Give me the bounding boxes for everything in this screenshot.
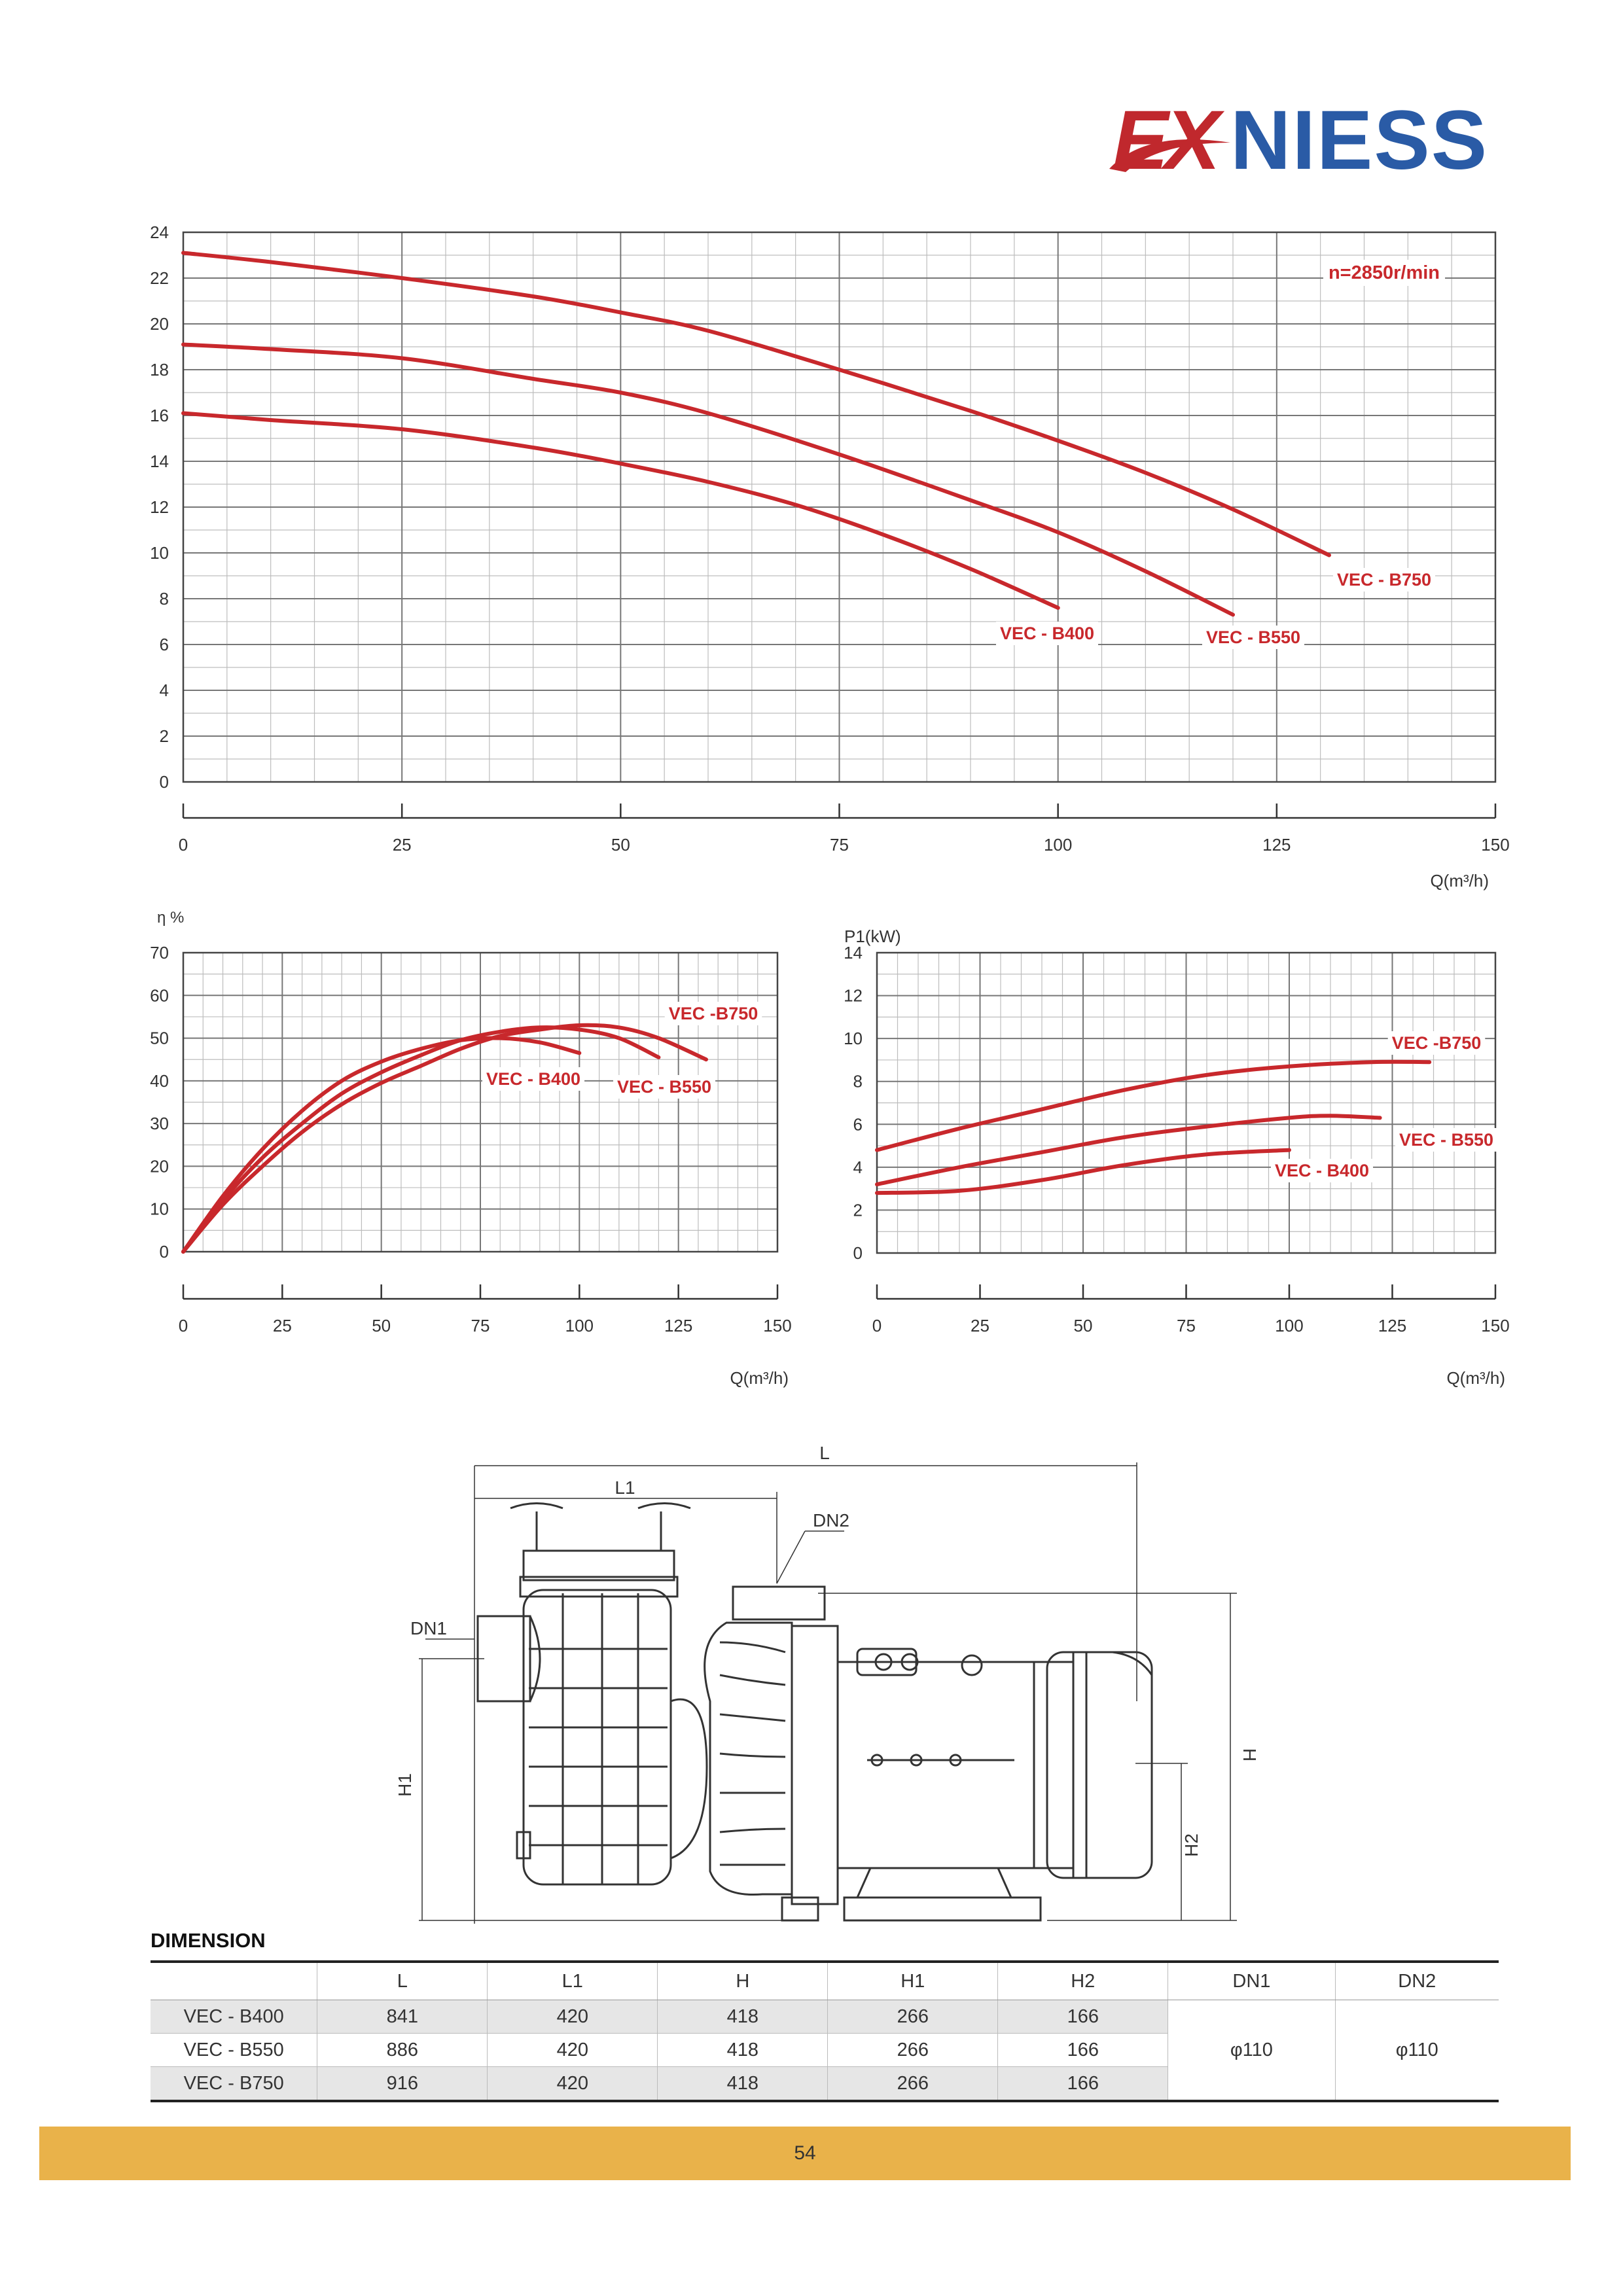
power-chart <box>812 903 1623 1400</box>
x-tick-label: 25 <box>971 1316 990 1335</box>
x-tick-label: 150 <box>763 1316 792 1335</box>
y-tick-label: 24 <box>150 222 169 242</box>
table-cell: 166 <box>998 2000 1168 2034</box>
head-chart-grid <box>183 232 1495 782</box>
speed-annotation: n=2850r/min <box>1328 262 1440 283</box>
table-row <box>151 2000 1499 2034</box>
table-cell: 420 <box>488 2000 658 2034</box>
y-tick-label: 22 <box>150 268 169 288</box>
y-tick-label: 20 <box>150 1156 169 1176</box>
table-cell: 420 <box>488 2034 658 2067</box>
x-tick-label: 125 <box>1262 835 1291 855</box>
head-label-b400: VEC - B400 <box>999 624 1095 643</box>
table-header <box>151 1962 317 2000</box>
table-cell: 420 <box>488 2067 658 2102</box>
table-header: H2 <box>998 1962 1168 2000</box>
efficiency-chart <box>0 903 812 1400</box>
efficiency-chart-grid <box>183 953 777 1252</box>
x-tick-label: 25 <box>272 1316 292 1335</box>
dim-label-L1: L1 <box>615 1477 635 1498</box>
y-tick-label: 6 <box>853 1114 863 1135</box>
eff-label-b550: VEC - B550 <box>616 1077 712 1097</box>
x-tick-label: 50 <box>372 1316 391 1335</box>
head-chart-axes <box>150 222 1510 855</box>
dim-label-DN1: DN1 <box>410 1618 448 1638</box>
eff-label-b400: VEC - B400 <box>486 1069 581 1089</box>
x-tick-label: 125 <box>664 1316 693 1335</box>
table-cell: 916 <box>317 2067 488 2102</box>
x-tick-label: 50 <box>611 835 630 855</box>
y-tick-label: 2 <box>159 726 169 746</box>
x-tick-label: 25 <box>392 835 412 855</box>
logo-niess: NIESS <box>1230 94 1489 187</box>
y-tick-label: 50 <box>150 1028 169 1048</box>
y-tick-label: 12 <box>844 985 863 1006</box>
x-tick-label: 75 <box>471 1316 490 1335</box>
power-chart-grid <box>877 953 1495 1253</box>
curve-vec-b750 <box>183 253 1329 556</box>
table-cell: 418 <box>658 2000 828 2034</box>
dimension-table <box>151 1960 1499 2102</box>
page-number: 54 <box>794 2142 816 2164</box>
table-header: DN2 <box>1335 1962 1499 2000</box>
y-tick-label: 10 <box>844 1029 863 1049</box>
head-chart-curves <box>183 253 1329 615</box>
table-cell-model: VEC - B750 <box>151 2067 317 2102</box>
y-tick-label: 10 <box>150 543 169 563</box>
x-tick-label: 50 <box>1073 1316 1093 1335</box>
y-tick-label: 60 <box>150 985 169 1006</box>
y-tick-label: 14 <box>150 451 169 471</box>
table-cell: 841 <box>317 2000 488 2034</box>
head-label-b750: VEC - B750 <box>1336 570 1432 590</box>
x-tick-label: 125 <box>1378 1316 1407 1335</box>
efficiency-ylabel: η % <box>157 909 185 927</box>
y-tick-label: 18 <box>150 360 169 380</box>
head-chart <box>0 0 1623 916</box>
y-tick-label: 4 <box>853 1157 863 1177</box>
table-cell: 418 <box>658 2067 828 2102</box>
y-tick-label: 40 <box>150 1070 169 1091</box>
x-tick-label: 150 <box>1481 1316 1510 1335</box>
table-header: L <box>317 1962 488 2000</box>
dim-label-H: H <box>1240 1748 1260 1762</box>
y-tick-label: 6 <box>159 635 169 654</box>
efficiency-xlabel: Q(m³/h) <box>730 1368 789 1388</box>
table-cell: 418 <box>658 2034 828 2067</box>
y-tick-label: 14 <box>844 943 863 963</box>
table-cell: 166 <box>998 2067 1168 2102</box>
table-cell: 266 <box>828 2000 998 2034</box>
y-tick-label: 12 <box>150 497 169 517</box>
x-tick-label: 150 <box>1481 835 1510 855</box>
table-cell: 886 <box>317 2034 488 2067</box>
dimension-title: DIMENSION <box>151 1929 266 1952</box>
dim-label-DN2: DN2 <box>812 1510 850 1530</box>
head-xlabel: Q(m³/h) <box>1430 871 1489 891</box>
y-tick-label: 20 <box>150 314 169 334</box>
curve-vec-b750 <box>877 1062 1429 1150</box>
dim-label-L: L <box>819 1443 830 1463</box>
power-label-b750: VEC -B750 <box>1391 1033 1482 1053</box>
power-label-b550: VEC - B550 <box>1399 1130 1494 1150</box>
table-cell-dn1: φ110 <box>1168 2000 1335 2102</box>
page-footer <box>39 2127 1571 2180</box>
table-cell: 266 <box>828 2034 998 2067</box>
x-tick-label: 100 <box>565 1316 594 1335</box>
table-header-row <box>151 1962 1499 2000</box>
dim-label-H2: H2 <box>1181 1833 1202 1857</box>
table-header: DN1 <box>1168 1962 1335 2000</box>
table-header: L1 <box>488 1962 658 2000</box>
y-tick-label: 0 <box>159 1242 169 1262</box>
y-tick-label: 10 <box>150 1199 169 1219</box>
eff-label-b750: VEC -B750 <box>668 1004 758 1023</box>
x-tick-label: 100 <box>1275 1316 1304 1335</box>
pump-drawing <box>0 1426 1623 1924</box>
x-tick-label: 75 <box>1177 1316 1196 1335</box>
y-tick-label: 0 <box>159 772 169 792</box>
table-header: H1 <box>828 1962 998 2000</box>
table-cell: 266 <box>828 2067 998 2102</box>
table-cell: 166 <box>998 2034 1168 2067</box>
table-cell-dn2: φ110 <box>1335 2000 1499 2102</box>
x-tick-label: 75 <box>830 835 849 855</box>
y-tick-label: 16 <box>150 406 169 425</box>
y-tick-label: 4 <box>159 680 169 700</box>
y-tick-label: 0 <box>853 1243 863 1263</box>
x-tick-label: 0 <box>178 835 188 855</box>
logo-ex: EX <box>1113 94 1217 187</box>
y-tick-label: 2 <box>853 1200 863 1220</box>
table-cell-model: VEC - B400 <box>151 2000 317 2034</box>
x-tick-label: 100 <box>1043 835 1073 855</box>
x-tick-label: 0 <box>178 1316 188 1335</box>
y-tick-label: 70 <box>150 943 169 963</box>
power-label-b400: VEC - B400 <box>1274 1161 1370 1180</box>
table-header: H <box>658 1962 828 2000</box>
power-ylabel: P1(kW) <box>844 927 901 946</box>
y-tick-label: 8 <box>159 589 169 609</box>
power-xlabel: Q(m³/h) <box>1446 1368 1505 1388</box>
y-tick-label: 8 <box>853 1071 863 1091</box>
y-tick-label: 30 <box>150 1114 169 1134</box>
head-label-b550: VEC - B550 <box>1205 627 1301 647</box>
dim-label-H1: H1 <box>395 1773 415 1797</box>
x-tick-label: 0 <box>872 1316 882 1335</box>
table-cell-model: VEC - B550 <box>151 2034 317 2067</box>
